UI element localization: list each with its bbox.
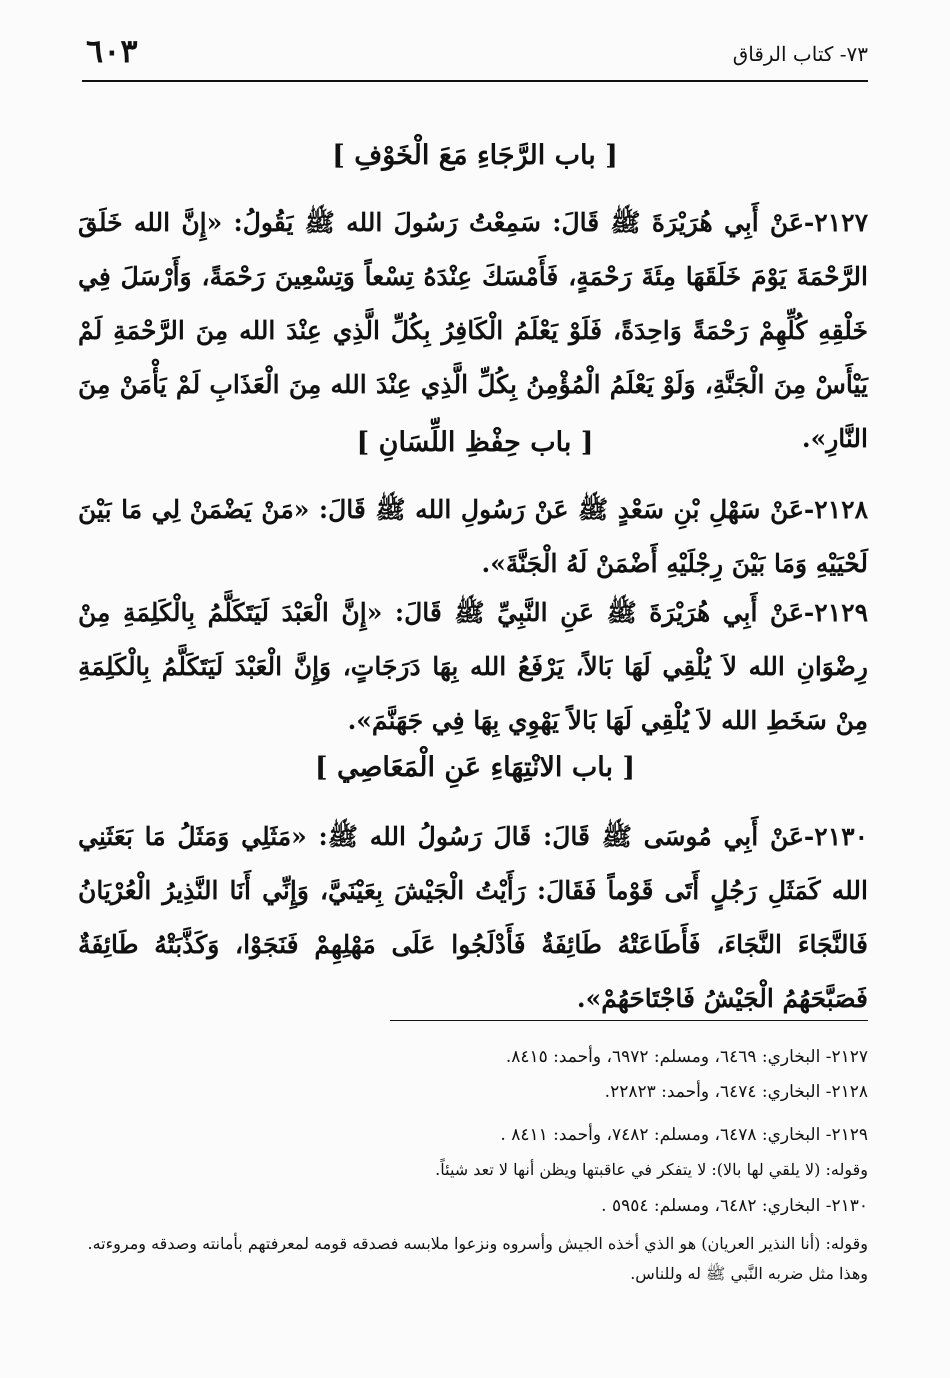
footnote-2130: ٢١٣٠- البخاري: ٦٤٨٢، ومسلم: ٥٩٥٤ . <box>601 1196 868 1216</box>
page-number: ٦٠٣ <box>86 32 138 70</box>
section-title-refrain-sins: [ باب الانْتِهَاءِ عَنِ الْمَعَاصِي ] <box>314 752 636 783</box>
section-title-guard-tongue: [ باب حِفْظِ اللِّسَانِ ] <box>356 427 594 458</box>
footnote-rule <box>390 1020 868 1021</box>
hadith-number: ٢١٢٩- <box>803 598 868 627</box>
hadith-2128 <box>78 483 868 591</box>
hadith-text: عَنْ سَهْلِ بْنِ سَعْدٍ ﷺ عَنْ رَسُولِ الله ﷺ قَالَ: «مَنْ يَضْمَنْ لِي مَا بَيْنَ لَحْيَيْهِ وَمَا بَيْنَ رِجْلَيْهِ أَضْمَنْ لَهُ الْجَنَّةَ». <box>78 495 868 578</box>
chapter-title: ٧٣- كتاب الرقاق <box>732 42 868 66</box>
hadith-number: ٢١٣٠- <box>803 822 868 851</box>
footnote-note-2130: وقوله: (أنا النذير العريان) هو الذي أخذه الجيش وأسروه ونزعوا ملابسه فصدقه قومه لمعرفتهم بأمانته وصدقه ومروءته. وهذا مثل ضربه النَّبي ﷺ له وللناس. <box>87 1234 868 1283</box>
hadith-text: عَنْ أَبِي هُرَيْرَةَ ﷺ قَالَ: سَمِعْتُ رَسُولَ الله ﷺ يَقُولُ: «إِنَّ الله خَلَقَ الرَّحْمَةَ يَوْمَ خَلَقَهَا مِئَةَ رَحْمَةٍ، فَأَمْسَكَ عِنْدَهُ تِسْعاً وَتِسْعِينَ رَحْمَةً، وَأَرْسَلَ فِي خَلْقِهِ كُلِّهِمْ رَحْمَةً وَاحِدَةً، فَلَوْ يَعْلَمُ الْكَافِرُ بِكُلِّ الَّذِي عِنْدَ الله مِنَ الرَّحْمَةِ لَمْ يَيْأَسْ مِنَ الْجَنَّةِ، وَلَوْ يَعْلَمُ الْمُؤْمِنُ بِكُلِّ الَّذِي عِنْدَ الله مِنَ الْعَذَابِ لَمْ يَأْمَنْ مِنَ النَّارِ». <box>78 208 868 453</box>
hadith-number: ٢١٢٧- <box>803 208 868 237</box>
hadith-2130 <box>78 810 868 1026</box>
hadith-text: عَنْ أَبِي هُرَيْرَةَ ﷺ عَنِ النَّبِيِّ ﷺ قَالَ: «إِنَّ الْعَبْدَ لَيَتَكَلَّمُ بِالْكَلِمَةِ مِنْ رِضْوَانِ الله لاَ يُلْقِي لَهَا بَالاً، يَرْفَعُ الله بِهَا دَرَجَاتٍ، وَإِنَّ الْعَبْدَ لَيَتَكَلَّمُ بِالْكَلِمَةِ مِنْ سَخَطِ الله لاَ يُلْقِي لَهَا بَالاً يَهْوِي بِهَا فِي جَهَنَّمَ». <box>78 598 868 735</box>
hadith-2129 <box>78 586 868 748</box>
footnote-2128: ٢١٢٨- البخاري: ٦٤٧٤، وأحمد: ٢٢٨٢٣. <box>604 1082 868 1102</box>
footnote-2129: ٢١٢٩- البخاري: ٦٤٧٨، ومسلم: ٧٤٨٢، وأحمد: ٨٤١١ . <box>500 1125 868 1145</box>
footnote-note-2129: وقوله: (لا يلقي لها بالا): لا يتفكر في عاقبتها ويظن أنها لا تعد شيئاً. <box>435 1160 868 1179</box>
page-header <box>82 28 868 78</box>
hadith-2127 <box>78 196 868 466</box>
hadith-number: ٢١٢٨- <box>803 495 868 524</box>
section-title-hope-fear: [ باب الرَّجَاءِ مَعَ الْخَوْفِ ] <box>332 140 618 171</box>
footnote-2127: ٢١٢٧- البخاري: ٦٤٦٩، ومسلم: ٦٩٧٢، وأحمد: ٨٤١٥. <box>505 1047 868 1067</box>
header-rule <box>82 80 868 82</box>
hadith-text: عَنْ أَبِي مُوسَى ﷺ قَالَ: قَالَ رَسُولُ الله ﷺ: «مَثَلِي وَمَثَلُ مَا بَعَثَنِي الله كَمَثَلِ رَجُلٍ أَتَى قَوْماً فَقَالَ: رَأَيْتُ الْجَيْشَ بِعَيْنَيَّ، وَإِنِّي أَنَا النَّذِيرُ الْعُرْيَانُ فَالنَّجَاءَ النَّجَاءَ، فَأَطَاعَتْهُ طَائِفَةٌ فَأَدْلَجُوا عَلَى مَهْلِهِمْ فَنَجَوْا، وَكَذَّبَتْهُ طَائِفَةٌ فَصَبَّحَهُمُ الْجَيْشُ فَاجْتَاحَهُمْ». <box>78 822 868 1013</box>
